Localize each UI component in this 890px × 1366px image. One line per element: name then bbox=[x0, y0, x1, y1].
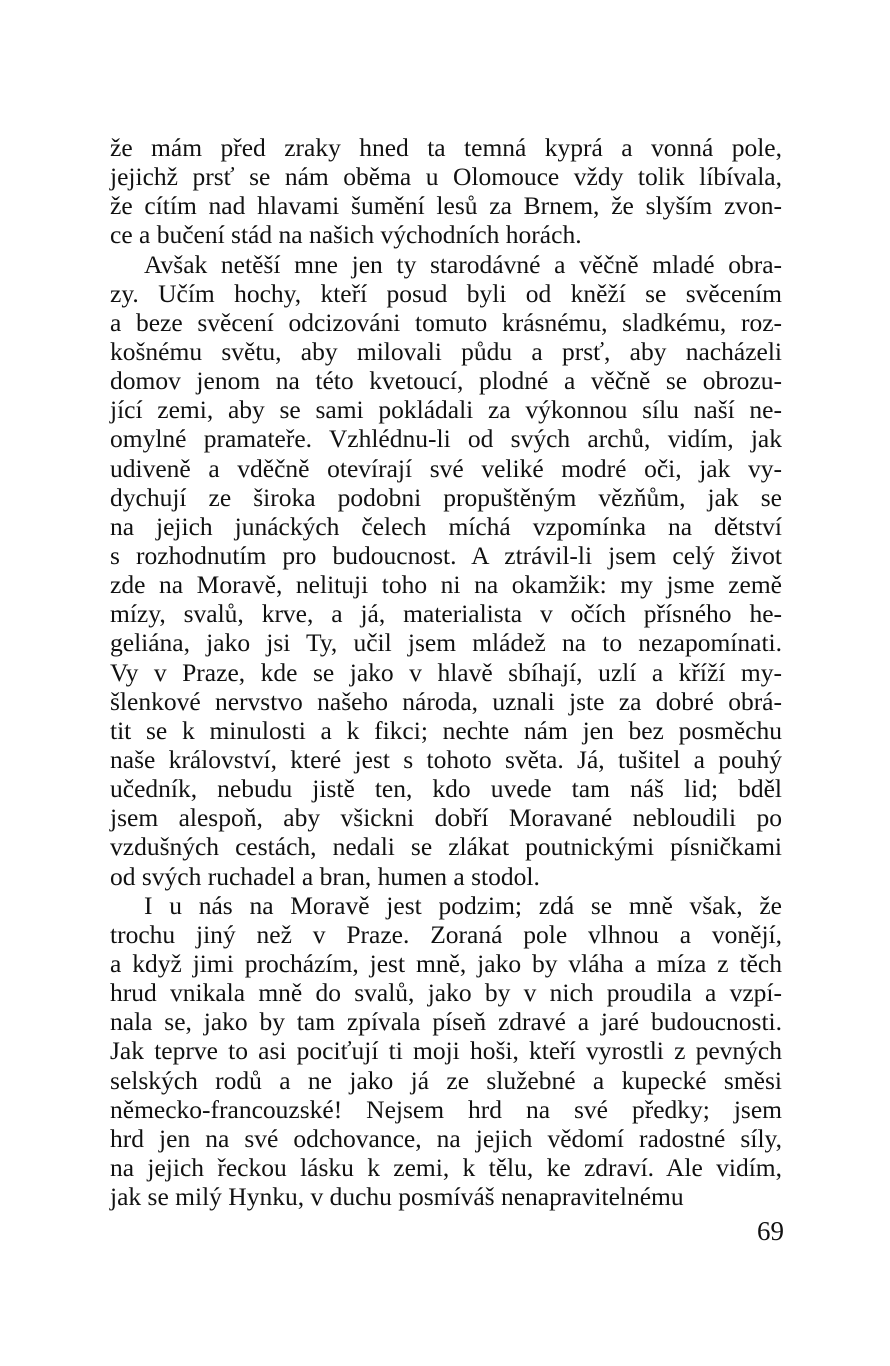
page-number: 69 bbox=[757, 1216, 784, 1246]
text-line: geliána, jako jsi Ty, učil jsem mládež na to nezapomínati. bbox=[110, 628, 782, 658]
text-line: německo-francouzské! Nejsem hrd na své předky; jsem bbox=[110, 1094, 782, 1124]
text-line: trochu jiný než v Praze. Zoraná pole vlhnou a vonějí, bbox=[110, 919, 782, 949]
text-line: hrud vnikala mně do svalů, jako by v nich proudila a vzpí- bbox=[110, 978, 782, 1008]
text-line: nala se, jako by tam zpívala píseň zdravé a jaré budoucnosti. bbox=[110, 1007, 782, 1037]
text-line: domov jenom na této kvetoucí, plodné a věčně se obrozu- bbox=[110, 366, 782, 396]
text-line: že cítím nad hlavami šumění lesů za Brnem, že slyším zvon- bbox=[110, 191, 782, 221]
text-line: košnému světu, aby milovali půdu a prsť, aby nacházeli bbox=[110, 336, 782, 366]
text-line: jsem alespoň, aby všickni dobří Moravané nebloudili po bbox=[110, 803, 782, 833]
text-line: mízy, svalů, krve, a já, materialista v očích přísného he- bbox=[110, 599, 782, 629]
text-line: selských rodů a ne jako já ze služebné a kupecké směsi bbox=[110, 1065, 782, 1095]
text-line: udiveně a vděčně otevírají své veliké modré oči, jak vy- bbox=[110, 453, 782, 483]
text-line: od svých ruchadel a bran, humen a stodol. bbox=[110, 861, 540, 891]
text-line: jící zemi, aby se sami pokládali za výkonnou sílu naší ne- bbox=[110, 395, 782, 425]
text-line: tit se k minulosti a k fikci; nechte nám jen bez posměchu bbox=[110, 715, 782, 745]
paragraph bbox=[110, 133, 782, 250]
text-line: hrd jen na své odchovance, na jejich vědomí radostné síly, bbox=[110, 1123, 782, 1153]
paragraph bbox=[110, 891, 782, 1212]
body-text bbox=[110, 133, 782, 1211]
text-line: Jak teprve to asi pociťují ti moji hoši, kteří vyrostli z pevných bbox=[110, 1036, 782, 1066]
text-line: na jejich řeckou lásku k zemi, k tělu, ke zdraví. Ale vidím, bbox=[110, 1152, 782, 1182]
text-line: s rozhodnutím pro budoucnost. A ztrávil-li jsem celý život bbox=[110, 540, 782, 570]
text-line: vzdušných cestách, nedali se zlákat poutnickými písničkami bbox=[110, 832, 782, 862]
text-line: šlenkové nervstvo našeho národa, uznali jste za dobré obrá- bbox=[110, 686, 782, 716]
text-line: Vy v Praze, kde se jako v hlavě sbíhají, uzlí a kříží my- bbox=[110, 657, 782, 687]
text-line: že mám před zraky hned ta temná kyprá a vonná pole, bbox=[110, 133, 782, 162]
text-line: učedník, nebudu jistě ten, kdo uvede tam náš lid; bděl bbox=[110, 774, 782, 804]
text-line: naše království, které jest s tohoto světa. Já, tušitel a pouhý bbox=[110, 744, 782, 774]
text-line: omylné pramateře. Vzhlédnu-li od svých archů, vidím, jak bbox=[110, 424, 782, 454]
text-line: jejichž prsť se nám oběma u Olomouce vždy tolik líbívala, bbox=[110, 162, 782, 192]
text-line: jak se milý Hynku, v duchu posmíváš nenapravitelnému bbox=[110, 1182, 684, 1212]
text-line: zy. Učím hochy, kteří posud byli od kněží se svěcením bbox=[110, 278, 782, 308]
text-line: na jejich junáckých čelech míchá vzpomínka na dětství bbox=[110, 511, 782, 541]
paragraph bbox=[110, 250, 782, 891]
text-line: ce a bučení stád na našich východních horách. bbox=[110, 220, 582, 250]
text-line: zde na Moravě, nelituji toho ni na okamžik: my jsme země bbox=[110, 570, 782, 600]
text-line: Avšak netěší mne jen ty starodávné a věčně mladé obra- bbox=[144, 249, 782, 279]
text-line: a když jimi procházím, jest mně, jako by vláha a míza z těch bbox=[110, 948, 782, 978]
text-line: I u nás na Moravě jest podzim; zdá se mně však, že bbox=[144, 890, 782, 920]
text-line: a beze svěcení odcizováni tomuto krásnému, sladkému, roz- bbox=[110, 307, 782, 337]
text-line: dychují ze široka podobni propuštěným vězňům, jak se bbox=[110, 482, 782, 512]
